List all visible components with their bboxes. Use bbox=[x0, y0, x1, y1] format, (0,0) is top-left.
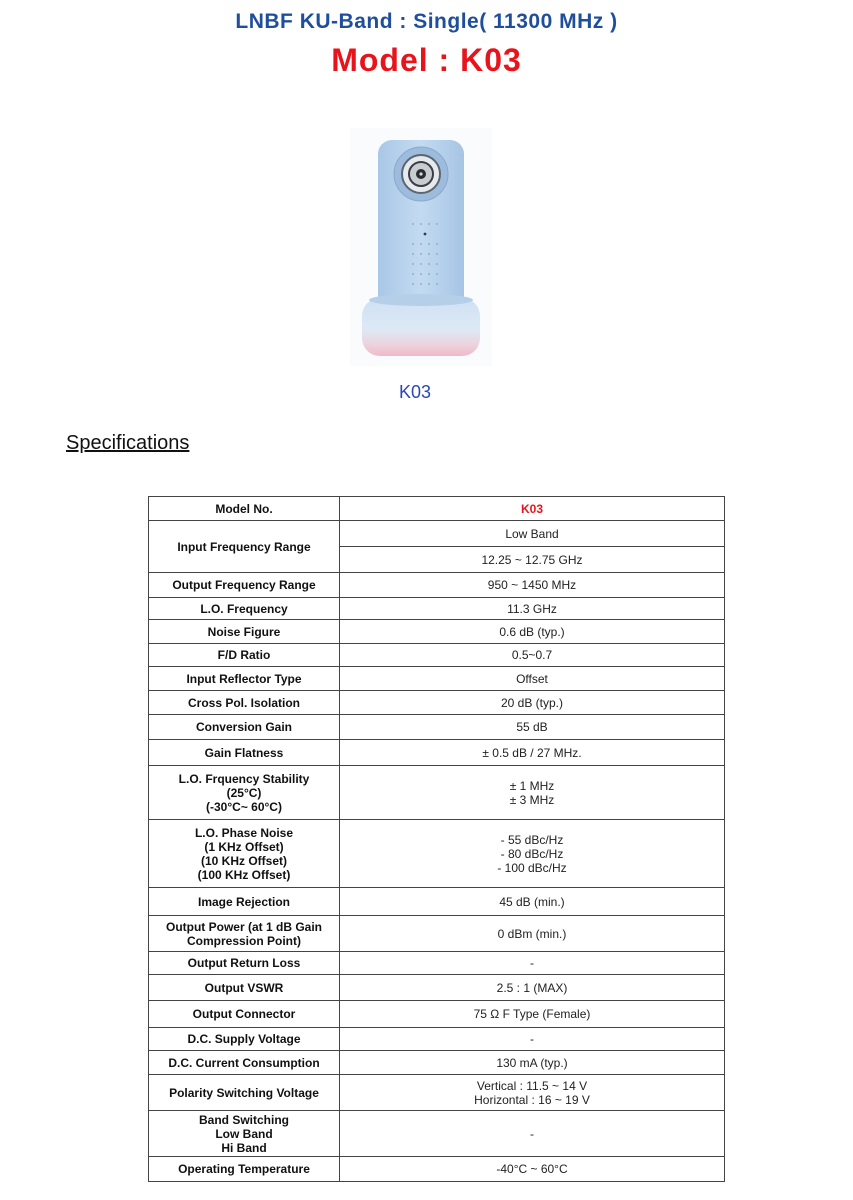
spec-value: 950 ~ 1450 MHz bbox=[340, 573, 725, 598]
spec-label: L.O. Frequency bbox=[149, 598, 340, 620]
spec-label-line: Compression Point) bbox=[186, 933, 301, 948]
spec-value: - bbox=[340, 1028, 725, 1051]
spec-value: 55 dB bbox=[340, 715, 725, 740]
spec-value: -40°C ~ 60°C bbox=[340, 1157, 725, 1182]
specifications-heading: Specifications bbox=[66, 432, 190, 454]
spec-value-line: Vertical : 11.5 ~ 14 V bbox=[476, 1078, 588, 1093]
spec-row-return-loss bbox=[149, 952, 725, 975]
spec-value-line: - 55 dBc/Hz bbox=[500, 832, 564, 847]
spec-label-line: Band Switching bbox=[199, 1112, 289, 1127]
spec-label bbox=[149, 916, 340, 952]
spec-row-current-consumption bbox=[149, 1051, 725, 1075]
spec-value-line: Horizontal : 16 ~ 19 V bbox=[474, 1092, 590, 1107]
spec-value-line: ± 1 MHz bbox=[509, 778, 555, 793]
spec-value: 130 mA (typ.) bbox=[340, 1051, 725, 1075]
spec-row-output-power bbox=[149, 916, 725, 952]
spec-value: 20 dB (typ.) bbox=[340, 691, 725, 715]
spec-label: Cross Pol. Isolation bbox=[149, 691, 340, 715]
spec-label-line: (25°C) bbox=[226, 785, 262, 800]
spec-value bbox=[340, 766, 725, 820]
spec-row-lo-frequency bbox=[149, 598, 725, 620]
spec-row-polarity-switching bbox=[149, 1075, 725, 1111]
spec-label: D.C. Current Consumption bbox=[149, 1051, 340, 1075]
spec-row-lo-stability bbox=[149, 766, 725, 820]
spec-label: Conversion Gain bbox=[149, 715, 340, 740]
lnb-product-image bbox=[350, 128, 492, 366]
spec-row-operating-temperature bbox=[149, 1157, 725, 1182]
spec-row-cross-pol bbox=[149, 691, 725, 715]
spec-value: K03 bbox=[340, 497, 725, 521]
spec-label: Image Rejection bbox=[149, 888, 340, 916]
spec-row-input-frequency bbox=[149, 521, 725, 547]
spec-label: Input Reflector Type bbox=[149, 667, 340, 691]
spec-label-line: Low Band bbox=[215, 1126, 273, 1141]
spec-row-output-vswr bbox=[149, 975, 725, 1001]
spec-row-conversion-gain bbox=[149, 715, 725, 740]
spec-value: - bbox=[340, 952, 725, 975]
document-title: LNBF KU-Band : Single( 11300 MHz ) bbox=[235, 10, 618, 33]
spec-value: 2.5 : 1 (MAX) bbox=[340, 975, 725, 1001]
spec-row-gain-flatness bbox=[149, 740, 725, 766]
spec-row-band-switching bbox=[149, 1111, 725, 1157]
spec-label: F/D Ratio bbox=[149, 644, 340, 667]
spec-value: 0.5~0.7 bbox=[340, 644, 725, 667]
spec-label-line: L.O. Frquency Stability bbox=[178, 771, 310, 786]
spec-value bbox=[340, 1075, 725, 1111]
spec-value-line: ± 3 MHz bbox=[509, 792, 555, 807]
spec-value: 0.6 dB (typ.) bbox=[340, 620, 725, 644]
spec-label bbox=[149, 766, 340, 820]
spec-value: Low Band bbox=[340, 521, 725, 547]
spec-label: Input Frequency Range bbox=[149, 521, 340, 573]
spec-value: - bbox=[340, 1111, 725, 1157]
spec-row-reflector-type bbox=[149, 667, 725, 691]
spec-row-supply-voltage bbox=[149, 1028, 725, 1051]
spec-value-line: - 100 dBc/Hz bbox=[497, 860, 567, 875]
spec-label: D.C. Supply Voltage bbox=[149, 1028, 340, 1051]
spec-value: 0 dBm (min.) bbox=[340, 916, 725, 952]
spec-label-line: (-30°C~ 60°C) bbox=[206, 799, 282, 814]
spec-label: Noise Figure bbox=[149, 620, 340, 644]
spec-label: Output VSWR bbox=[149, 975, 340, 1001]
spec-value: ± 0.5 dB / 27 MHz. bbox=[340, 740, 725, 766]
spec-label-line: (100 KHz Offset) bbox=[197, 867, 291, 882]
spec-label: Gain Flatness bbox=[149, 740, 340, 766]
spec-label: Model No. bbox=[149, 497, 340, 521]
spec-row-phase-noise bbox=[149, 820, 725, 888]
spec-row-noise-figure bbox=[149, 620, 725, 644]
spec-label: Output Return Loss bbox=[149, 952, 340, 975]
spec-value: 45 dB (min.) bbox=[340, 888, 725, 916]
spec-value: 12.25 ~ 12.75 GHz bbox=[340, 547, 725, 573]
spec-row-fd-ratio bbox=[149, 644, 725, 667]
spec-value: 11.3 GHz bbox=[340, 598, 725, 620]
spec-label: Polarity Switching Voltage bbox=[149, 1075, 340, 1111]
spec-label-line: L.O. Phase Noise bbox=[194, 825, 294, 840]
spec-label-line: (10 KHz Offset) bbox=[200, 853, 287, 868]
spec-row-model-no bbox=[149, 497, 725, 521]
spec-label-line: Output Power (at 1 dB Gain bbox=[165, 919, 322, 934]
product-caption: K03 bbox=[398, 382, 432, 402]
spec-value: 75 Ω F Type (Female) bbox=[340, 1001, 725, 1028]
spec-row-output-frequency bbox=[149, 573, 725, 598]
spec-label-line: (1 KHz Offset) bbox=[204, 839, 284, 854]
spec-value: Offset bbox=[340, 667, 725, 691]
spec-label bbox=[149, 820, 340, 888]
spec-label: Operating Temperature bbox=[149, 1157, 340, 1182]
spec-row-output-connector bbox=[149, 1001, 725, 1028]
spec-value-line: - 80 dBc/Hz bbox=[500, 846, 564, 861]
spec-label bbox=[149, 1111, 340, 1157]
spec-label-line: Hi Band bbox=[221, 1140, 267, 1155]
spec-value bbox=[340, 820, 725, 888]
spec-label: Output Connector bbox=[149, 1001, 340, 1028]
specifications-table bbox=[148, 496, 725, 1182]
model-title: Model : K03 bbox=[331, 42, 522, 78]
spec-label: Output Frequency Range bbox=[149, 573, 340, 598]
spec-row-image-rejection bbox=[149, 888, 725, 916]
